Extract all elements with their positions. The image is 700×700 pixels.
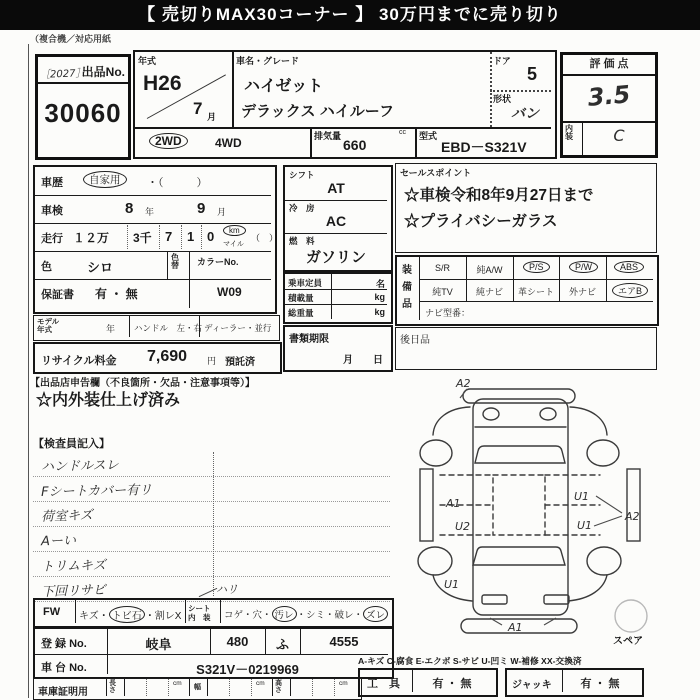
wheel xyxy=(587,440,619,466)
damage-legend: A-キズ C-腐食 E-エクボ S-サビ U-凹ミ W-補修 XX-交換済 xyxy=(358,656,582,666)
warranty-value: 有 ・ 無 xyxy=(95,287,138,301)
equip-pw-circled: P/W xyxy=(569,261,598,273)
fw-post: ・割レX xyxy=(144,611,182,622)
spec-table xyxy=(133,50,557,159)
inspector-header: 【検査員記入】 xyxy=(33,438,110,450)
seller-note: ☆内外装仕上げ済み xyxy=(36,392,181,409)
equipment-table xyxy=(395,255,659,326)
damage-mark-rear: A2 xyxy=(456,377,471,390)
windshield xyxy=(473,547,565,565)
car-name: ハイゼット xyxy=(244,78,324,95)
inspector-note: トリムキズ xyxy=(40,558,106,575)
garage-width-label: 幅 xyxy=(194,684,201,691)
name-label: 車名・グレード xyxy=(236,56,300,66)
jack-label: ジャッキ xyxy=(512,680,552,691)
registration-class: 480 xyxy=(226,634,249,649)
rear-window xyxy=(475,446,565,463)
usage-circled: 自家用 xyxy=(83,171,127,188)
sheet-left-edge xyxy=(28,44,29,698)
history-table xyxy=(33,165,277,314)
seat-circled-2: ズレ xyxy=(363,606,388,622)
equip-extnavi: 外ナビ xyxy=(568,287,596,297)
inspector-note: Fシートカバー有リ xyxy=(40,483,153,500)
shaken-year: 8 xyxy=(125,200,134,217)
recycle-amount: 7,690 xyxy=(147,348,188,365)
spare-label: スペア xyxy=(613,636,643,647)
roof-outline xyxy=(493,475,545,535)
garage-cm-2: cm xyxy=(256,680,265,687)
inspector-notes xyxy=(33,452,390,602)
capacity-label: 乗車定員 xyxy=(288,278,323,288)
model-year-label: モデル年式 xyxy=(37,317,60,334)
garage-row xyxy=(33,678,362,700)
mile-paren: （ ） xyxy=(251,233,279,243)
sales-point-2: ☆プライバシーガラス xyxy=(404,213,558,230)
equip-airbag-circled: エアB xyxy=(612,283,648,298)
damage-mark-left-1: A1 xyxy=(446,497,461,510)
tool-value: 有 ・ 無 xyxy=(432,678,472,690)
seat-handwritten-note: ハリ xyxy=(216,583,238,596)
drivetrain-box xyxy=(283,165,393,272)
model-code-value: EBD－S321V xyxy=(441,139,527,155)
inspector-note: ハンドルスレ xyxy=(40,457,119,476)
shift-value: AT xyxy=(327,180,345,196)
history-label: 車歴 xyxy=(41,177,63,189)
sales-point-1: ☆車検令和8年9月27日まで xyxy=(404,187,594,204)
color-change-label: 色替 xyxy=(171,253,179,271)
capacity-box xyxy=(283,272,393,324)
nav-model-label: ナビ型番： xyxy=(425,308,471,318)
damage-mark-left-2: U2 xyxy=(455,520,471,533)
lot-number: 30060 xyxy=(44,98,122,128)
damage-mark-right-1: U1 xyxy=(574,490,590,503)
year-value: H26 xyxy=(143,72,182,95)
drive-2wd-circled: 2WD xyxy=(149,133,188,149)
recycle-unit: 円 xyxy=(207,356,217,366)
tools-box xyxy=(358,668,498,697)
capacity-unit: 名 xyxy=(375,279,385,289)
color-no-label: カラーNo. xyxy=(197,257,239,267)
door-value: 5 xyxy=(527,64,538,84)
damage-mark-right-note: A2 xyxy=(625,510,640,523)
fuel-value: ガソリン xyxy=(305,249,366,266)
model-year-unit: 年 xyxy=(106,324,116,334)
displacement-unit: cc xyxy=(399,129,406,136)
wheel xyxy=(587,547,621,575)
rating-score: 3.5 xyxy=(586,80,632,112)
car-damage-diagram xyxy=(398,373,670,647)
model-code-label: 型式 xyxy=(419,131,438,141)
lot-handwritten-year: ［2027］ xyxy=(39,68,86,81)
mile-label: マイル xyxy=(223,241,244,248)
later-label: 後日品 xyxy=(400,335,430,346)
interior-label: 内装 xyxy=(563,123,583,155)
load-unit: kg xyxy=(374,292,385,302)
fw-circled: トビ石 xyxy=(109,606,145,623)
equip-leather: 革シート xyxy=(517,287,554,297)
rating-label: 評 価 点 xyxy=(563,55,655,76)
damage-mark-front: A1 xyxy=(508,621,523,634)
shaken-month-unit: 月 xyxy=(217,207,227,217)
fuel-label: 燃 料 xyxy=(289,236,315,246)
lot-label: 出品No. xyxy=(81,65,125,79)
registration-pref: 岐阜 xyxy=(145,637,172,652)
tool-label: 工 具 xyxy=(367,678,400,690)
garage-height-label: 高さ xyxy=(275,680,282,695)
garage-label: 車庫証明用 xyxy=(38,687,88,698)
weight-label: 総重量 xyxy=(288,308,314,318)
right-side-panel xyxy=(627,469,640,541)
year-label: 年式 xyxy=(138,56,157,66)
seat-pre: コゲ・穴・ xyxy=(224,610,272,621)
equip-sr: S/R xyxy=(434,263,450,273)
model-row xyxy=(33,315,280,341)
car-body xyxy=(473,399,568,615)
chassis-number: S321V－0219969 xyxy=(196,662,299,677)
sales-points-box xyxy=(395,163,657,253)
left-side-panel xyxy=(420,469,433,541)
color-no-value: W09 xyxy=(217,285,242,299)
sales-label: セールスポイント xyxy=(400,168,472,178)
mileage-label: 走行 xyxy=(41,233,63,245)
garage-length-label: 長さ xyxy=(109,680,116,695)
mileage-d1: 7 xyxy=(165,229,173,244)
shaken-label: 車検 xyxy=(41,205,63,217)
wheel xyxy=(420,440,452,466)
lot-box xyxy=(35,54,131,160)
fw-label: FW xyxy=(43,606,61,618)
recycle-label: リサイクル料金 xyxy=(41,355,117,367)
handle-cell: ハンドル 左・右 xyxy=(134,323,203,333)
sale-banner: 【 売切りMAX30コーナー 】 30万円までに売り切り xyxy=(0,0,700,30)
equip-abs-circled: ABS xyxy=(614,261,644,273)
chassis-label: 車 台 No. xyxy=(41,662,87,674)
shape-label: 形状 xyxy=(493,94,512,104)
registration-label: 登 録 No. xyxy=(41,638,87,650)
km-circled: km xyxy=(223,225,246,236)
shaken-year-unit: 年 xyxy=(145,207,155,217)
seat-mid: ・シミ・破レ・ xyxy=(296,610,364,621)
inspector-note: 荷室キズ xyxy=(40,508,94,525)
mileage-man: １２万 xyxy=(73,231,110,245)
equip-navi: 純ナビ xyxy=(475,287,503,297)
equip-tv: 純TV xyxy=(432,287,453,297)
month-unit: 月 xyxy=(207,112,217,122)
ac-label: 冷 房 xyxy=(289,203,315,213)
shift-label: シフト xyxy=(289,170,315,180)
equipment-label: 装備品 xyxy=(402,265,412,310)
rating-box xyxy=(560,52,658,158)
recycle-row xyxy=(33,342,282,374)
equip-ps-circled: P/S xyxy=(523,261,550,273)
seat-circled-1: 汚レ xyxy=(272,606,297,622)
mileage-d2: 1 xyxy=(187,229,195,244)
seat-label-2: 内 装 xyxy=(188,613,211,622)
shape-value: バン xyxy=(511,106,539,122)
recycle-status: 預託済 xyxy=(225,357,255,368)
garage-cm-3: cm xyxy=(339,680,348,687)
docs-label: 書類期限 xyxy=(289,334,329,345)
fw-seat-row xyxy=(33,598,394,628)
color-label: 色 xyxy=(41,261,52,273)
ac-value: AC xyxy=(325,213,347,229)
docs-value: 月 日 xyxy=(343,355,383,366)
mileage-sen: 3千 xyxy=(133,231,152,245)
inspector-divider xyxy=(213,452,214,596)
shaken-month: 9 xyxy=(197,200,206,217)
rear-bumper xyxy=(463,389,575,403)
registration-number: 4555 xyxy=(329,634,359,649)
jack-box xyxy=(505,668,644,697)
equip-aw: 純A/W xyxy=(476,265,503,275)
load-label: 積載量 xyxy=(288,293,314,303)
color-value: シロ xyxy=(87,260,114,275)
seller-note-header: 【出品店申告欄（不良箇所・欠品・注意事項等）】 xyxy=(30,378,255,389)
jack-value: 有 ・ 無 xyxy=(580,678,620,690)
car-grade: デラックス ハイルーフ xyxy=(241,103,394,120)
registration-table xyxy=(33,627,394,679)
inspector-note: Aーい xyxy=(40,533,77,550)
drive-4wd: 4WD xyxy=(215,136,242,150)
month-value: 7 xyxy=(193,99,203,118)
docs-deadline-box xyxy=(283,325,393,372)
garage-cm-1: cm xyxy=(173,680,182,687)
history-paren: ・（ ） xyxy=(147,177,208,189)
spare-tire-circle xyxy=(615,600,647,632)
later-items-box xyxy=(395,327,657,370)
door-label: ドア xyxy=(493,56,511,66)
inspector-note: 下回リサビ xyxy=(40,582,107,601)
displacement-label: 排気量 xyxy=(314,131,342,141)
weight-unit: kg xyxy=(374,307,385,317)
interior-grade: C xyxy=(613,126,625,145)
dealer-cell: ディーラー・並行 xyxy=(204,323,272,333)
fw-pre: キズ・ xyxy=(79,611,109,622)
warranty-label: 保証書 xyxy=(41,289,74,301)
displacement-value: 660 xyxy=(343,137,367,153)
mileage-d3: 0 xyxy=(207,229,215,244)
damage-mark-right-2: U1 xyxy=(577,519,593,532)
paper-note: （複合機／対応用紙 xyxy=(30,34,112,44)
damage-mark-front-left: U1 xyxy=(444,578,460,591)
registration-kana: ふ xyxy=(275,637,289,652)
wheel xyxy=(418,547,452,575)
seat-label-1: シート xyxy=(188,604,211,613)
